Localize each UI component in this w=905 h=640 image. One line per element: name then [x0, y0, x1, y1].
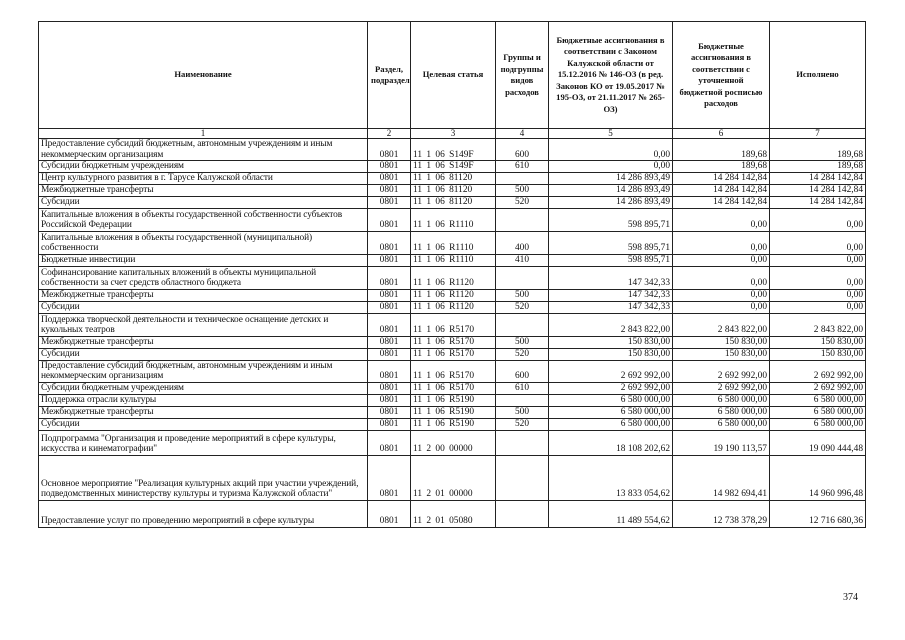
- table-row: [39, 348, 866, 360]
- row-target: 11 1 06 R5170: [411, 382, 496, 394]
- row-executed: 150 830,00: [770, 336, 866, 348]
- column-number: 4: [496, 129, 549, 139]
- row-target: 11 1 06 R1110: [411, 254, 496, 266]
- row-refined: 14 284 142,84: [673, 184, 770, 196]
- row-refined: 6 580 000,00: [673, 406, 770, 418]
- row-executed: 6 580 000,00: [770, 406, 866, 418]
- row-name: Субсидии: [39, 301, 368, 313]
- row-section: 0801: [368, 289, 411, 301]
- row-group: 400: [496, 231, 549, 254]
- row-refined: 0,00: [673, 208, 770, 231]
- table-row: [39, 231, 866, 254]
- row-assigned: 14 286 893,49: [549, 172, 673, 184]
- row-assigned: 14 286 893,49: [549, 184, 673, 196]
- row-executed: 2 843 822,00: [770, 313, 866, 336]
- row-refined: 0,00: [673, 231, 770, 254]
- row-name: Подпрограмма "Организация и проведение мероприятий в сфере культуры, искусства и кинематографии": [39, 430, 368, 455]
- row-group: 500: [496, 406, 549, 418]
- column-number: 7: [770, 129, 866, 139]
- row-group: [496, 313, 549, 336]
- row-target: 11 1 06 R5170: [411, 336, 496, 348]
- row-executed: 189,68: [770, 139, 866, 161]
- row-name: Предоставление субсидий бюджетным, автономным учреждениям и иным некоммерческим организациям: [39, 360, 368, 382]
- row-executed: 6 580 000,00: [770, 418, 866, 430]
- row-refined: 2 692 992,00: [673, 360, 770, 382]
- col-header-refined: Бюджетные ассигнования в соответствии с уточненной бюджетной росписью расходов: [673, 22, 770, 129]
- row-assigned: 147 342,33: [549, 289, 673, 301]
- header-row: [39, 22, 866, 129]
- row-assigned: 14 286 893,49: [549, 196, 673, 208]
- row-group: 410: [496, 254, 549, 266]
- row-group: [496, 208, 549, 231]
- row-target: 11 1 06 R5190: [411, 406, 496, 418]
- table-row: [39, 360, 866, 382]
- row-section: 0801: [368, 254, 411, 266]
- row-name: Межбюджетные трансферты: [39, 336, 368, 348]
- row-executed: 14 284 142,84: [770, 172, 866, 184]
- row-executed: 12 716 680,36: [770, 500, 866, 527]
- row-target: 11 2 01 05080: [411, 500, 496, 527]
- row-section: 0801: [368, 430, 411, 455]
- row-assigned: 6 580 000,00: [549, 418, 673, 430]
- row-assigned: 150 830,00: [549, 336, 673, 348]
- row-target: 11 1 06 S149F: [411, 161, 496, 173]
- row-name: Субсидии: [39, 348, 368, 360]
- col-header-executed: Исполнено: [770, 22, 866, 129]
- row-assigned: 598 895,71: [549, 208, 673, 231]
- row-executed: 14 284 142,84: [770, 196, 866, 208]
- row-group: [496, 455, 549, 500]
- row-section: 0801: [368, 418, 411, 430]
- row-section: 0801: [368, 360, 411, 382]
- table-row: [39, 418, 866, 430]
- row-target: 11 1 06 R5170: [411, 348, 496, 360]
- page-number: 374: [843, 592, 858, 603]
- row-target: 11 2 00 00000: [411, 430, 496, 455]
- row-section: 0801: [368, 336, 411, 348]
- row-group: 500: [496, 336, 549, 348]
- row-assigned: 6 580 000,00: [549, 394, 673, 406]
- col-header-target: Целевая статья: [411, 22, 496, 129]
- row-refined: 150 830,00: [673, 348, 770, 360]
- row-executed: 0,00: [770, 301, 866, 313]
- budget-table: [38, 21, 866, 528]
- row-assigned: 11 489 554,62: [549, 500, 673, 527]
- row-assigned: 2 692 992,00: [549, 382, 673, 394]
- row-name: Поддержка отрасли культуры: [39, 394, 368, 406]
- row-group: [496, 266, 549, 289]
- row-target: 11 1 06 R1120: [411, 289, 496, 301]
- row-group: [496, 430, 549, 455]
- row-group: [496, 500, 549, 527]
- row-assigned: 598 895,71: [549, 254, 673, 266]
- row-executed: 0,00: [770, 289, 866, 301]
- row-assigned: 147 342,33: [549, 301, 673, 313]
- row-target: 11 1 06 81120: [411, 184, 496, 196]
- row-name: Межбюджетные трансферты: [39, 184, 368, 196]
- row-group: 520: [496, 196, 549, 208]
- table-row: [39, 313, 866, 336]
- row-group: 500: [496, 184, 549, 196]
- row-section: 0801: [368, 184, 411, 196]
- row-group: 610: [496, 382, 549, 394]
- row-name: Центр культурного развития в г. Тарусе Калужской области: [39, 172, 368, 184]
- col-header-assigned: Бюджетные ассигнования в соответствии с Законом Калужской области от 15.12.2016 № 146-ОЗ (в ред. Законов КО от 19.05.2017 № 195-ОЗ, от 21.11.2017 № 265-ОЗ): [549, 22, 673, 129]
- row-executed: 0,00: [770, 208, 866, 231]
- row-refined: 0,00: [673, 301, 770, 313]
- row-section: 0801: [368, 172, 411, 184]
- table-row: [39, 455, 866, 500]
- row-group: [496, 394, 549, 406]
- table-row: [39, 254, 866, 266]
- row-refined: 0,00: [673, 289, 770, 301]
- row-assigned: 18 108 202,62: [549, 430, 673, 455]
- row-target: 11 1 06 R1120: [411, 266, 496, 289]
- column-number: 5: [549, 129, 673, 139]
- row-target: 11 1 06 81120: [411, 196, 496, 208]
- row-section: 0801: [368, 161, 411, 173]
- row-target: 11 1 06 R1120: [411, 301, 496, 313]
- column-number-row: [39, 129, 866, 139]
- row-assigned: 13 833 054,62: [549, 455, 673, 500]
- row-section: 0801: [368, 406, 411, 418]
- row-name: Софинансирование капитальных вложений в объекты муниципальной собственности за счет средств областного бюджета: [39, 266, 368, 289]
- row-refined: 14 982 694,41: [673, 455, 770, 500]
- row-executed: 150 830,00: [770, 348, 866, 360]
- row-section: 0801: [368, 301, 411, 313]
- row-executed: 0,00: [770, 231, 866, 254]
- col-header-section: Раздел, подраздел: [368, 22, 411, 129]
- row-target: 11 1 06 81120: [411, 172, 496, 184]
- col-header-groups: Группы и подгруппы видов расходов: [496, 22, 549, 129]
- col-header-name: Наименование: [39, 22, 368, 129]
- row-group: 520: [496, 301, 549, 313]
- row-assigned: 0,00: [549, 139, 673, 161]
- row-executed: 0,00: [770, 266, 866, 289]
- row-section: 0801: [368, 348, 411, 360]
- row-target: 11 2 01 00000: [411, 455, 496, 500]
- row-name: Основное мероприятие "Реализация культурных акций при участии учреждений, подведомственных министерству культуры и туризма Калужской области": [39, 455, 368, 500]
- row-refined: 6 580 000,00: [673, 394, 770, 406]
- row-section: 0801: [368, 382, 411, 394]
- table-row: [39, 382, 866, 394]
- row-section: 0801: [368, 231, 411, 254]
- row-name: Субсидии: [39, 418, 368, 430]
- row-executed: 0,00: [770, 254, 866, 266]
- row-refined: 14 284 142,84: [673, 196, 770, 208]
- row-refined: 0,00: [673, 254, 770, 266]
- row-name: Капитальные вложения в объекты государственной (муниципальной) собственности: [39, 231, 368, 254]
- row-refined: 6 580 000,00: [673, 418, 770, 430]
- row-section: 0801: [368, 208, 411, 231]
- table-row: [39, 289, 866, 301]
- row-executed: 6 580 000,00: [770, 394, 866, 406]
- row-name: Предоставление субсидий бюджетным, автономным учреждениям и иным некоммерческим организациям: [39, 139, 368, 161]
- row-refined: 189,68: [673, 161, 770, 173]
- table-row: [39, 430, 866, 455]
- table-row: [39, 139, 866, 161]
- row-section: 0801: [368, 313, 411, 336]
- row-target: 11 1 06 R5190: [411, 394, 496, 406]
- row-executed: 2 692 992,00: [770, 360, 866, 382]
- row-assigned: 150 830,00: [549, 348, 673, 360]
- row-target: 11 1 06 R5170: [411, 360, 496, 382]
- row-group: 500: [496, 289, 549, 301]
- table-row: [39, 336, 866, 348]
- row-executed: 14 960 996,48: [770, 455, 866, 500]
- column-number: 2: [368, 129, 411, 139]
- table-row: [39, 266, 866, 289]
- row-group: [496, 172, 549, 184]
- table-row: [39, 172, 866, 184]
- row-refined: 0,00: [673, 266, 770, 289]
- row-name: Субсидии: [39, 196, 368, 208]
- row-section: 0801: [368, 196, 411, 208]
- row-refined: 2 843 822,00: [673, 313, 770, 336]
- row-name: Субсидии бюджетным учреждениям: [39, 382, 368, 394]
- row-name: Предоставление услуг по проведению мероприятий в сфере культуры: [39, 500, 368, 527]
- row-executed: 14 284 142,84: [770, 184, 866, 196]
- row-assigned: 0,00: [549, 161, 673, 173]
- row-section: 0801: [368, 394, 411, 406]
- row-assigned: 147 342,33: [549, 266, 673, 289]
- row-group: 600: [496, 139, 549, 161]
- row-target: 11 1 06 S149F: [411, 139, 496, 161]
- column-number: 6: [673, 129, 770, 139]
- table-row: [39, 196, 866, 208]
- row-executed: 19 090 444,48: [770, 430, 866, 455]
- column-number: 3: [411, 129, 496, 139]
- row-name: Субсидии бюджетным учреждениям: [39, 161, 368, 173]
- row-group: 600: [496, 360, 549, 382]
- row-name: Межбюджетные трансферты: [39, 289, 368, 301]
- row-name: Поддержка творческой деятельности и техническое оснащение детских и кукольных театров: [39, 313, 368, 336]
- table-row: [39, 184, 866, 196]
- row-section: 0801: [368, 455, 411, 500]
- row-section: 0801: [368, 139, 411, 161]
- row-name: Капитальные вложения в объекты государственной собственности субъектов Российской Федерации: [39, 208, 368, 231]
- row-refined: 2 692 992,00: [673, 382, 770, 394]
- row-refined: 19 190 113,57: [673, 430, 770, 455]
- row-refined: 150 830,00: [673, 336, 770, 348]
- row-target: 11 1 06 R1110: [411, 231, 496, 254]
- row-target: 11 1 06 R1110: [411, 208, 496, 231]
- row-section: 0801: [368, 266, 411, 289]
- table-body: [39, 139, 866, 528]
- column-number: 1: [39, 129, 368, 139]
- table-row: [39, 301, 866, 313]
- table-row: [39, 406, 866, 418]
- row-refined: 12 738 378,29: [673, 500, 770, 527]
- table-row: [39, 500, 866, 527]
- row-refined: 189,68: [673, 139, 770, 161]
- row-name: Бюджетные инвестиции: [39, 254, 368, 266]
- row-section: 0801: [368, 500, 411, 527]
- row-name: Межбюджетные трансферты: [39, 406, 368, 418]
- row-target: 11 1 06 R5190: [411, 418, 496, 430]
- row-refined: 14 284 142,84: [673, 172, 770, 184]
- row-executed: 2 692 992,00: [770, 382, 866, 394]
- row-target: 11 1 06 R5170: [411, 313, 496, 336]
- row-assigned: 2 843 822,00: [549, 313, 673, 336]
- row-assigned: 598 895,71: [549, 231, 673, 254]
- table-row: [39, 394, 866, 406]
- row-executed: 189,68: [770, 161, 866, 173]
- row-group: 610: [496, 161, 549, 173]
- row-group: 520: [496, 418, 549, 430]
- row-group: 520: [496, 348, 549, 360]
- table-row: [39, 208, 866, 231]
- row-assigned: 2 692 992,00: [549, 360, 673, 382]
- row-assigned: 6 580 000,00: [549, 406, 673, 418]
- table-row: [39, 161, 866, 173]
